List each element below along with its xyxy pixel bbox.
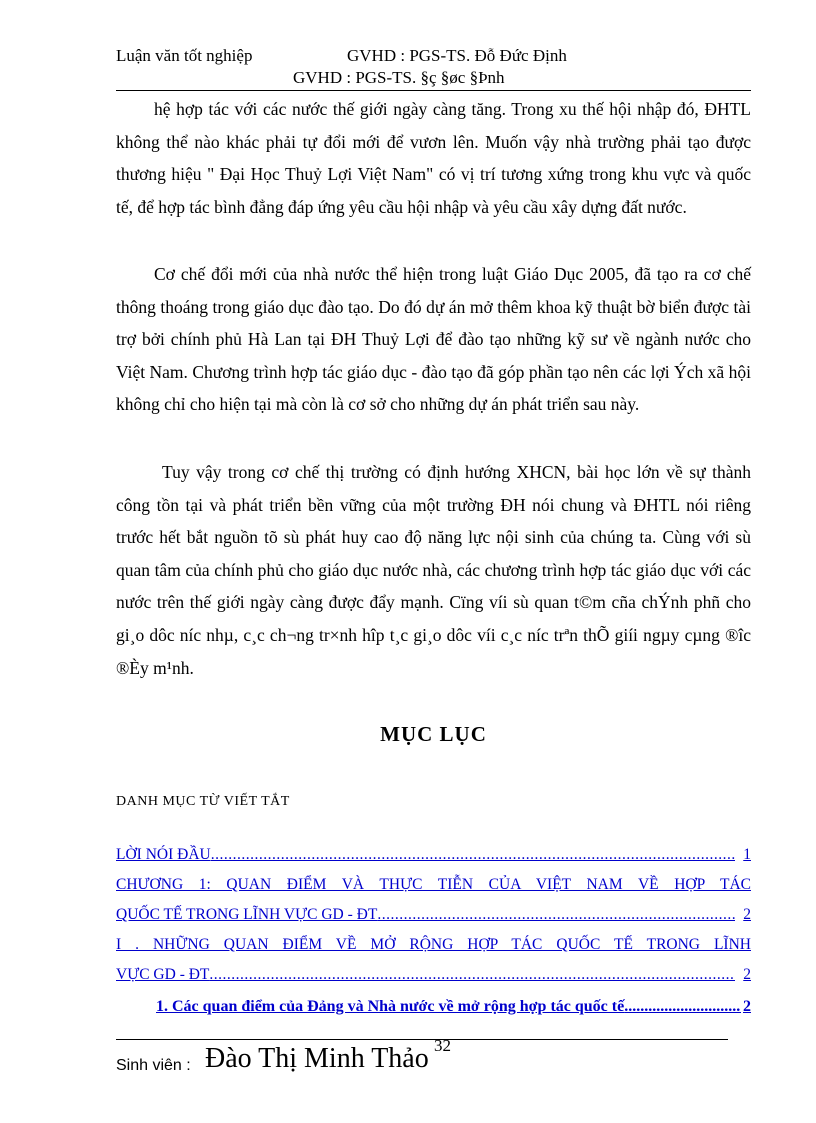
toc-entry-chapter-1[interactable]: [116, 876, 751, 906]
body-paragraph-3: Tuy vậy trong cơ chế thị trường có định hướng XHCN, bài học lớn về sự thành công tồn tại và phát triển bền vững của một trường ĐH nói chung và ĐHTL nói riêng trước hết bắt nguồn tõ sù phát huy cao độ năng lực nội sinh của chúng ta. Cùng với sù quan tâm của chính phủ cho giáo dục nước nhà, các chương trình hợp tác giáo dục với các nước trên thế giới ngày càng được đẩy mạnh. Cïng víi sù quan t©m cña chÝnh phñ cho gi¸o dôc níc nhµ, c¸c ch¬ng tr×nh hîp t¸c gi¸o dôc víi c¸c níc trªn thÕ giíi ngµy cµng ®îc ®Èy m¹nh.: [116, 462, 751, 678]
header-title: Luận văn tốt nghiệp: [116, 46, 253, 65]
toc-entry-text: CHƯƠNG 1: QUAN ĐIỂM VÀ THỰC TIỄN CỦA VIỆT NAM VỀ HỢP TÁC: [116, 876, 751, 893]
header-rule: [116, 90, 751, 91]
toc-entry-text: LỜI NÓI ĐẦU: [116, 846, 211, 863]
toc-entry-text: VỰC GD - ĐT: [116, 966, 210, 983]
toc-abbreviations-heading: DANH MỤC TỪ VIẾT TẮT: [116, 794, 290, 809]
toc-page-number: 2: [743, 906, 751, 923]
toc-entry-section-1[interactable]: [116, 936, 751, 966]
toc-leader-dots: [624, 998, 741, 1016]
student-name: Đào Thị Minh Thảo: [205, 1043, 429, 1074]
toc-leader-dots: [211, 846, 736, 864]
toc-entry-text: I . NHỮNG QUAN ĐIỂM VỀ MỞ RỘNG HỢP TÁC QUỐC TẾ TRONG LĨNH: [116, 936, 751, 953]
footer-rule: [116, 1039, 728, 1040]
header-advisor-legacy: GVHD : PGS-TS. §ç §øc §Þnh: [293, 68, 505, 87]
toc-entry-section-1-cont[interactable]: [116, 966, 751, 996]
toc-entry-subsection-1[interactable]: [156, 998, 751, 1028]
toc-leader-dots: [377, 906, 735, 924]
toc-title: MỤC LỤC: [380, 722, 487, 746]
header-advisor: GVHD : PGS-TS. Đỗ Đức Định: [347, 46, 567, 65]
body-paragraph-1: hệ hợp tác với các nước thế giới ngày càng tăng. Trong xu thế hội nhập đó, ĐHTL không thể nào khác phải tự đổi mới để vươn lên. Muốn vậy nhà trường phải tạo được thương hiệu " Đại Học Thuỷ Lợi Việt Nam" có vị trí tương xứng trong khu vực và quốc tế, để hợp tác bình đẳng đáp ứng yêu cầu hội nhập và yêu cầu xây dựng đất nước.: [116, 99, 751, 217]
toc-leader-dots: [209, 966, 735, 984]
toc-page-number: 2: [743, 966, 751, 983]
toc-page-number: 2: [743, 998, 751, 1015]
student-label: Sinh viên :: [116, 1057, 191, 1074]
toc-entry-preface[interactable]: [116, 846, 751, 876]
body-paragraph-2: Cơ chế đổi mới của nhà nước thể hiện trong luật Giáo Dục 2005, đã tạo ra cơ chế thông thoáng trong giáo dục đào tạo. Do đó dự án mở thêm khoa kỹ thuật bờ biển được tài trợ bởi chính phủ Hà Lan tại ĐH Thuỷ Lợi để đào tạo những kỹ sư về ngành nước cho Việt Nam. Chương trình hợp tác giáo dục - đào tạo đã góp phần tạo nên các lợi Ých xã hội không chỉ cho hiện tại mà còn là cơ sở cho những dự án phát triển sau này.: [116, 264, 751, 415]
toc-entry-chapter-1-cont[interactable]: [116, 906, 751, 936]
toc-entry-text: 1. Các quan điểm của Đảng và Nhà nước về mở rộng hợp tác quốc tế: [156, 998, 625, 1015]
toc-entry-text: QUỐC TẾ TRONG LĨNH VỰC GD - ĐT: [116, 906, 378, 923]
page-number: 32: [434, 1036, 451, 1055]
toc-page-number: 1: [743, 846, 751, 863]
